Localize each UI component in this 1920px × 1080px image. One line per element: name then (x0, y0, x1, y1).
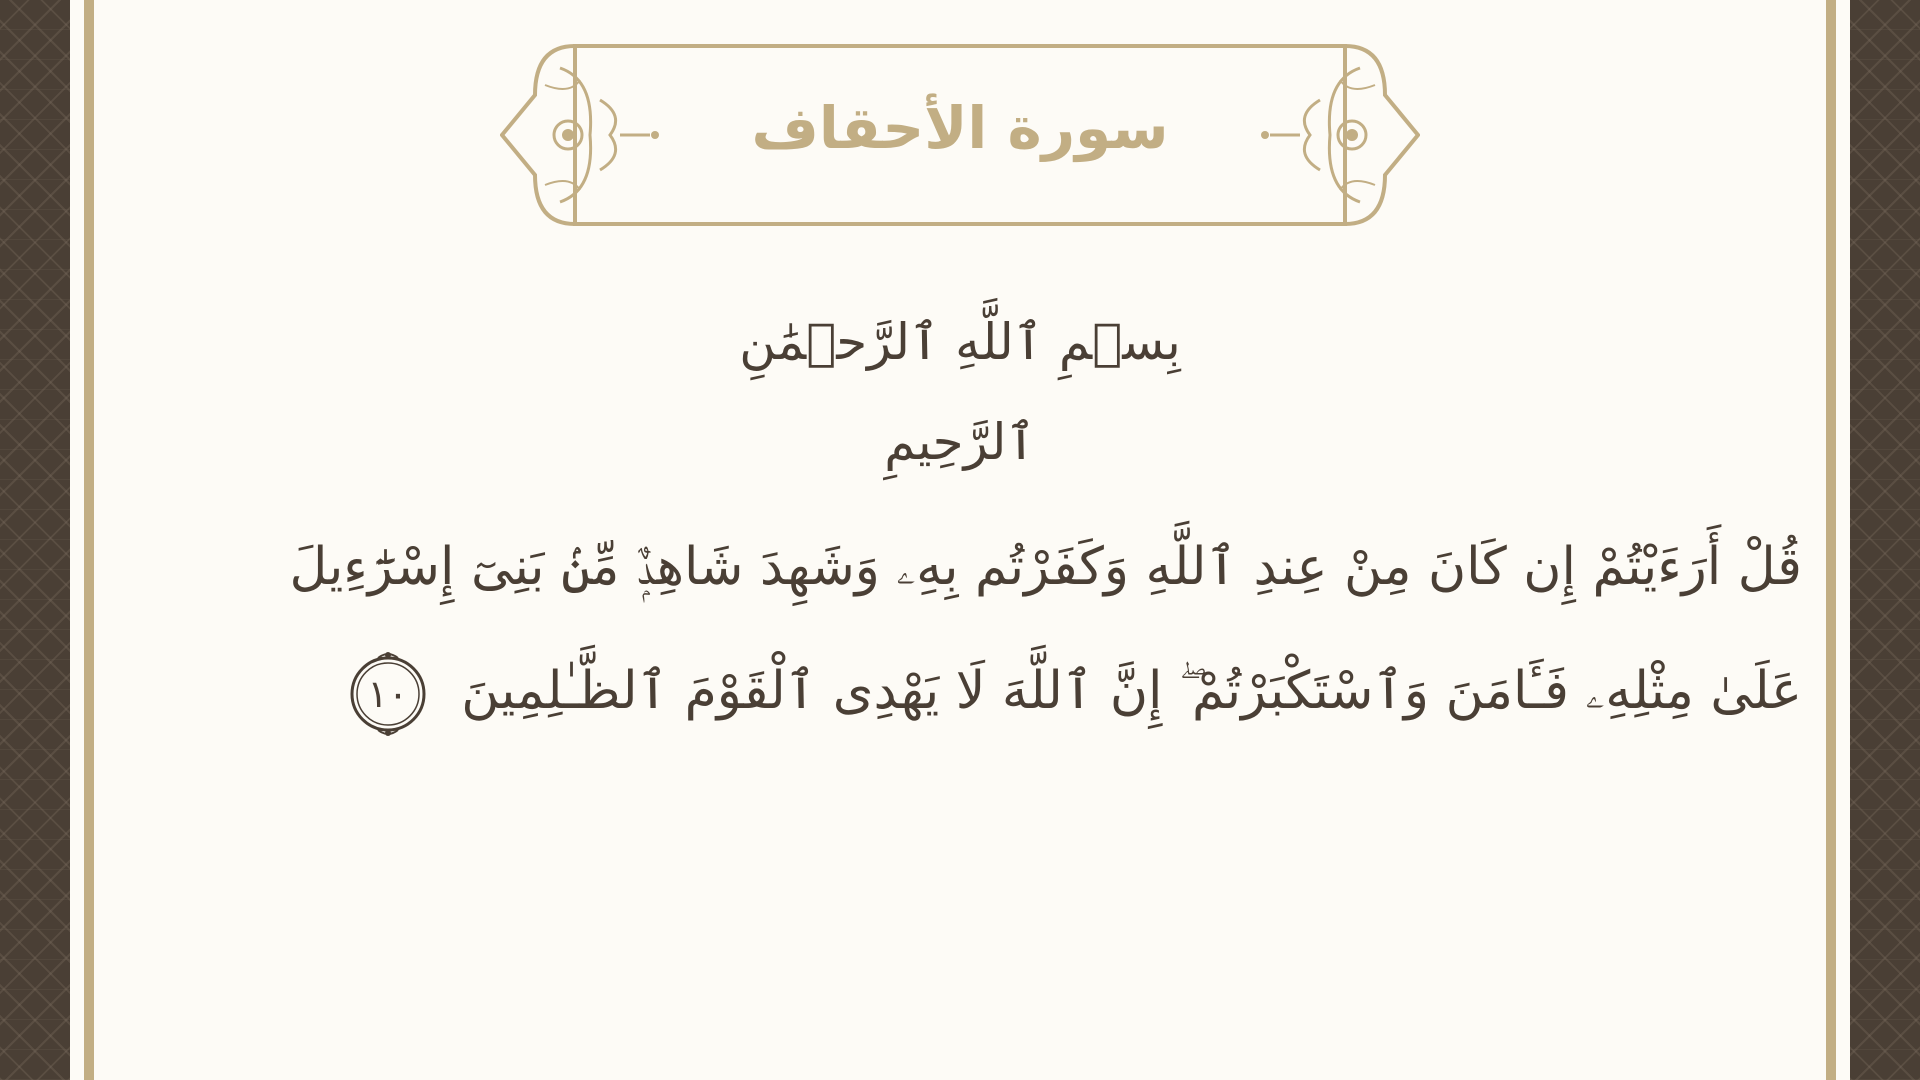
ayah-end-marker (345, 651, 431, 737)
ayah-number: ١٠ (367, 672, 409, 716)
surah-title: سورة الأحقاف (751, 94, 1169, 162)
right-gold-rule (1826, 0, 1836, 1080)
ayah-text: قُلْ أَرَءَيْتُمْ إِن كَانَ مِنْ عِندِ ٱللَّهِ وَكَفَرْتُم بِهِۦ وَشَهِدَ شَاهِدٌۭ مِّنۢ بَنِىٓ إِسْرَٰٓءِيلَ عَلَىٰ مِثْلِهِۦ فَـَٔامَنَ وَٱسْتَكْبَرْتُمْ ۖ إِنَّ ٱللَّهَ لَا يَهْدِى ٱلْقَوْمَ ٱلظَّـٰلِمِينَ (289, 537, 1802, 721)
left-gold-rule (84, 0, 94, 1080)
ayah-block (250, 505, 1802, 875)
right-ornamental-border (1850, 0, 1920, 1080)
left-ornamental-border (0, 0, 70, 1080)
bismillah: بِسۡمِ ٱللَّهِ ٱلرَّحۡمَٰنِ ٱلرَّحِيمِ (739, 313, 1181, 471)
